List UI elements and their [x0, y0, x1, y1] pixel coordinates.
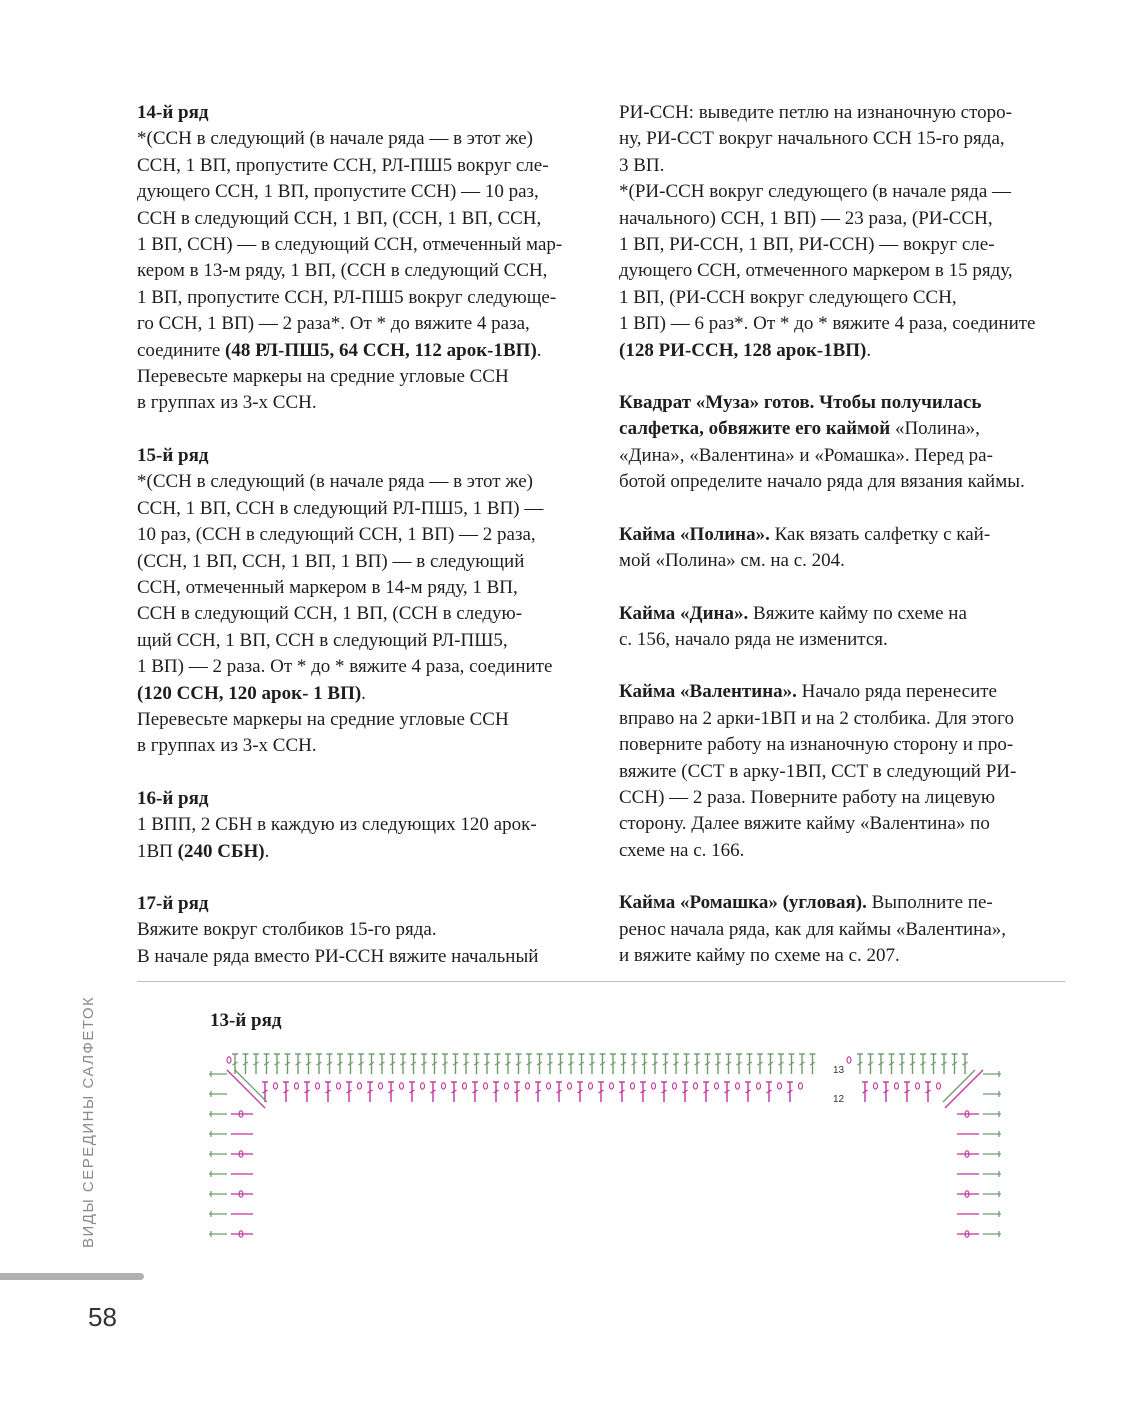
- text-line: *(РИ-ССН вокруг следующего (в начале ряда —: [619, 181, 1012, 203]
- chain-stitch: [757, 1083, 761, 1089]
- text-line: ССН в следующий ССН, 1 ВП, (ССН, 1 ВП, ССН,: [137, 207, 542, 229]
- text-line: го ССН, 1 ВП) — 2 раза*. От * до вяжите 4 раза,: [137, 313, 530, 335]
- chain-stitch: [631, 1083, 635, 1089]
- chain-stitch: [295, 1083, 299, 1089]
- crochet-diagram: [205, 1048, 1005, 1253]
- text-line: 1 ВП, пропустите ССН, РЛ-ПШ5 вокруг следующе-: [137, 286, 557, 308]
- corner-stitch: [227, 1070, 265, 1108]
- left-column: [137, 100, 597, 970]
- text-line: [619, 338, 1079, 364]
- text-line: Перевесьте маркеры на средние угловые ССН: [137, 366, 509, 388]
- row-15-total: (120 ССН, 120 арок- 1 ВП): [137, 682, 362, 704]
- text-line: начального) ССН, 1 ВП) — 23 раза, (РИ-ССН,: [619, 207, 993, 229]
- chain-stitch: [799, 1083, 803, 1089]
- text-line: В начале ряда вместо РИ-ССН вяжите начальный: [137, 945, 539, 967]
- text-line: ССН в следующий ССН, 1 ВП, (ССН в следую-: [137, 603, 523, 625]
- text-line: РИ-ССН: выведите петлю на изнаночную сторо-: [619, 102, 1012, 123]
- chain-stitch: [589, 1083, 593, 1089]
- text-line: [137, 839, 597, 865]
- text-line: [619, 890, 1079, 916]
- text-line: ССН, 1 ВП, пропустите ССН, РЛ-ПШ5 вокруг сле-: [137, 154, 549, 176]
- chain-stitch: [484, 1083, 488, 1089]
- period: .: [866, 339, 872, 361]
- text-line: с. 156, начало ряда не изменится.: [619, 628, 888, 650]
- text-line: [619, 679, 1079, 705]
- chain-stitch: [400, 1083, 404, 1089]
- row-17-continued: [619, 100, 1079, 364]
- text-line: [619, 522, 1079, 548]
- chain-stitch: [358, 1083, 362, 1089]
- row-15-text: [137, 469, 597, 759]
- chain-stitch: [274, 1083, 278, 1089]
- text-line: ботой определите начало ряда для вязания каймы.: [619, 471, 1025, 493]
- row-16-total: (240 СБН): [177, 840, 265, 862]
- dina-paragraph: [619, 601, 1079, 654]
- corner-stitch: [945, 1070, 983, 1108]
- text-line: *(ССН в следующий (в начале ряда — в этот же): [137, 471, 533, 493]
- chain-stitch: [505, 1083, 509, 1089]
- section-side-title: ВИДЫ СЕРЕДИНЫ САЛФЕТОК: [80, 995, 97, 1248]
- row-17-text: [137, 917, 597, 970]
- corner-stitch: [235, 1070, 267, 1102]
- chain-stitch: [442, 1083, 446, 1089]
- diagram-title: 13-й ряд: [210, 1010, 282, 1031]
- text-line: 1 ВПП, 2 СБН в каждую из следующих 120 арок-: [137, 814, 537, 836]
- text-line: 1 ВП) — 2 раза. От * до * вяжите 4 раза, соедините: [137, 656, 553, 678]
- text-line: [619, 601, 1079, 627]
- text-line: поверните работу на изнаночную сторону и про-: [619, 734, 1014, 756]
- text-line: 1 ВП, ССН) — в следующий ССН, отмеченный мар-: [137, 234, 563, 256]
- text-line: [137, 338, 597, 364]
- text-line: [619, 416, 1079, 442]
- chain-stitch: [778, 1083, 782, 1089]
- plain-text: Начало ряда перенесите: [796, 681, 997, 703]
- chain-stitch: [916, 1083, 920, 1089]
- chain-stitch: [715, 1083, 719, 1089]
- chain-stitch: [547, 1083, 551, 1089]
- text-line: 1 ВП) — 6 раз*. От * до * вяжите 4 раза, соедините: [619, 313, 1036, 335]
- bold-text: Кайма «Дина».: [619, 602, 749, 624]
- text-line: кером в 13-м ряду, 1 ВП, (ССН в следующий ССН,: [137, 260, 548, 282]
- text-line: «Дина», «Валентина» и «Ромашка». Перед ра-: [619, 444, 993, 466]
- text-line: 10 раз, (ССН в следующий ССН, 1 ВП) — 2 раза,: [137, 524, 536, 546]
- chain-stitch: [847, 1057, 851, 1063]
- text-line: в группах из 3-х ССН.: [137, 392, 317, 414]
- chain-stitch: [526, 1083, 530, 1089]
- join-text: соедините: [137, 339, 226, 361]
- row-14-total: (48 РЛ-ПШ5, 64 ССН, 112 арок-1ВП): [225, 339, 537, 361]
- text-line: мой «Полина» см. на с. 204.: [619, 550, 845, 572]
- text-line: [137, 681, 597, 707]
- chain-stitch: [610, 1083, 614, 1089]
- polina-paragraph: [619, 522, 1079, 575]
- row-17-total: (128 РИ-ССН, 128 арок-1ВП): [619, 339, 867, 361]
- text-line: 1 ВП, РИ-ССН, 1 ВП, РИ-ССН) — вокруг сле-: [619, 234, 995, 256]
- text-line: ССН, 1 ВП, ССН в следующий РЛ-ПШ5, 1 ВП) —: [137, 497, 544, 519]
- row-14-title: 14-й ряд: [137, 102, 209, 123]
- diagram-symbols: [209, 1054, 1001, 1237]
- text-line: в группах из 3-х ССН.: [137, 735, 317, 757]
- text-line: Квадрат «Муза» готов. Чтобы получилась: [619, 392, 982, 414]
- pre-text: 1ВП: [137, 840, 178, 862]
- plain-text: Как вязать салфетку с кай-: [769, 523, 991, 545]
- chain-stitch: [736, 1083, 740, 1089]
- bold-text: салфетка, обвяжите его каймой: [619, 418, 891, 440]
- text-line: 3 ВП.: [619, 154, 665, 176]
- row-17-title: 17-й ряд: [137, 892, 209, 914]
- valentina-paragraph: [619, 679, 1079, 864]
- text-line: дующего ССН, отмеченного маркером в 15 ряду,: [619, 260, 1013, 282]
- romashka-paragraph: [619, 890, 1079, 969]
- row-14-text: [137, 126, 597, 416]
- text-line: 1 ВП, (РИ-ССН вокруг следующего ССН,: [619, 286, 957, 308]
- plain-text: Вяжите кайму по схеме на: [748, 602, 967, 624]
- chain-stitch: [379, 1083, 383, 1089]
- chain-stitch: [337, 1083, 341, 1089]
- text-line: Вяжите вокруг столбиков 15-го ряда.: [137, 919, 437, 941]
- text-line: сторону. Далее вяжите кайму «Валентина» по: [619, 813, 990, 835]
- chain-stitch: [316, 1083, 320, 1089]
- chain-stitch: [652, 1083, 656, 1089]
- row-13-label: 13: [833, 1065, 845, 1076]
- chain-stitch: [227, 1057, 231, 1063]
- text-line: Перевесьте маркеры на средние угловые ССН: [137, 708, 509, 730]
- period: .: [361, 682, 366, 704]
- bold-text: Кайма «Ромашка» (угловая).: [619, 892, 867, 914]
- text-line: и вяжите кайму по схеме на с. 207.: [619, 944, 900, 966]
- text-line: щий ССН, 1 ВП, ССН в следующий РЛ-ПШ5,: [137, 629, 508, 651]
- text-line: схеме на с. 166.: [619, 839, 745, 861]
- chain-stitch: [895, 1083, 899, 1089]
- page-tab-bar: [0, 1273, 144, 1280]
- chain-stitch: [673, 1083, 677, 1089]
- muza-paragraph: [619, 390, 1079, 496]
- row-15-title: 15-й ряд: [137, 444, 209, 466]
- text-line: *(ССН в следующий (в начале ряда — в этот же): [137, 128, 533, 150]
- section-divider: [137, 981, 1065, 982]
- chain-stitch: [568, 1083, 572, 1089]
- text-line: дующего ССН, 1 ВП, пропустите ССН) — 10 раз,: [137, 181, 539, 203]
- plain-text: «Полина»,: [890, 418, 980, 440]
- text-line: ССН, отмеченный маркером в 14-м ряду, 1 ВП,: [137, 576, 518, 598]
- chain-stitch: [874, 1083, 878, 1089]
- corner-stitch: [943, 1070, 975, 1102]
- row-16-title: 16-й ряд: [137, 787, 209, 809]
- row-12-label: 12: [833, 1094, 845, 1105]
- chain-stitch: [937, 1083, 941, 1089]
- text-line: ренос начала ряда, как для каймы «Валентина»,: [619, 918, 1007, 940]
- right-column: [619, 100, 1079, 969]
- text-line: ССН) — 2 раза. Поверните работу на лицевую: [619, 786, 996, 808]
- period: .: [536, 339, 542, 361]
- period: .: [264, 840, 270, 862]
- bold-text: Кайма «Валентина».: [619, 681, 797, 703]
- text-line: вяжите (ССТ в арку-1ВП, ССТ в следующий РИ-: [619, 760, 1017, 782]
- row-16-text: [137, 812, 597, 865]
- plain-text: Выполните пе-: [866, 892, 993, 914]
- chain-stitch: [694, 1083, 698, 1089]
- text-line: вправо на 2 арки-1ВП и на 2 столбика. Для этого: [619, 707, 1014, 729]
- text-line: ну, РИ-ССТ вокруг начального ССН 15-го ряда,: [619, 128, 1005, 150]
- text-line: (ССН, 1 ВП, ССН, 1 ВП, 1 ВП) — в следующий: [137, 550, 525, 572]
- chain-stitch: [463, 1083, 467, 1089]
- bold-text: Кайма «Полина».: [619, 523, 770, 545]
- chain-stitch: [421, 1083, 425, 1089]
- page-number: 58: [88, 1302, 117, 1332]
